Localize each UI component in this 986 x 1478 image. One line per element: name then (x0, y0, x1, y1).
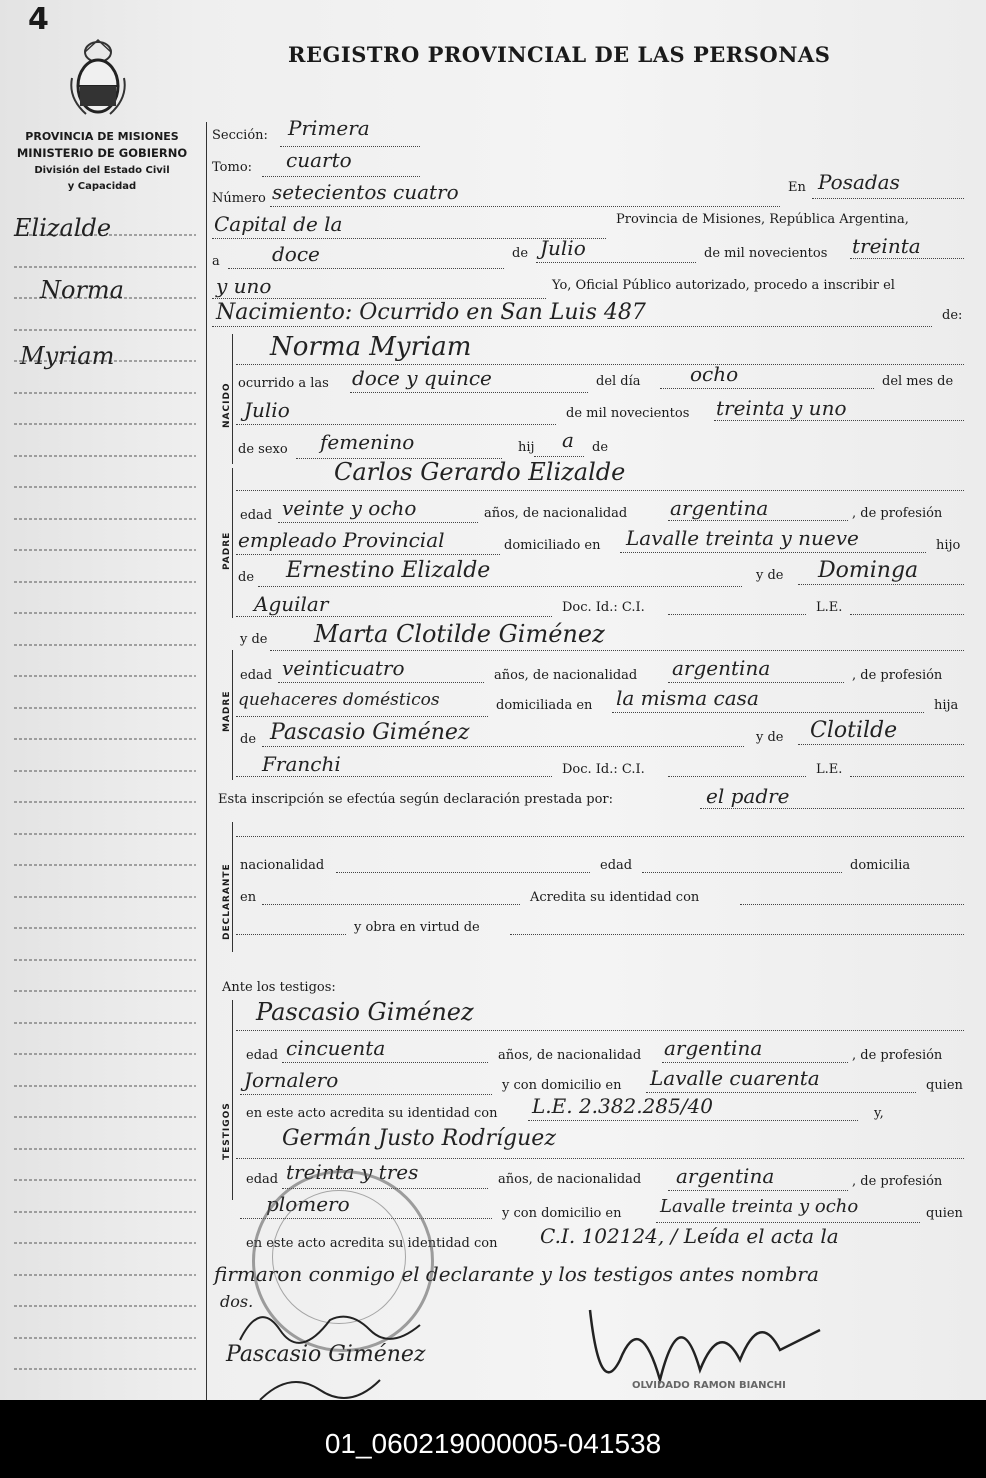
ante-testigos-label: Ante los testigos: (222, 980, 336, 995)
padre-y-de-label: y de (756, 568, 784, 583)
madre-le-label: L.E. (816, 762, 843, 777)
del-mes-label: del mes de (882, 374, 954, 389)
madre-y-de-label-2: y de (756, 730, 784, 745)
footer-id: 01_060219000005-041538 (324, 1428, 662, 1459)
anio-registro-2: y uno (216, 274, 272, 298)
de-label-nacido: de (592, 440, 609, 455)
numero-value: setecientos cuatro (272, 180, 459, 204)
mil-novecientos-label: de mil novecientos (704, 246, 828, 261)
del-dia-label: del día (596, 374, 641, 389)
t2-anios-label: años, de nacionalidad (498, 1172, 642, 1187)
t2-domicilio-label: y con domicilio en (502, 1206, 622, 1221)
t1-domicilio: Lavalle cuarenta (650, 1066, 820, 1090)
t1-edad-label: edad (246, 1048, 279, 1063)
t1-doc: L.E. 2.382.285/40 (532, 1094, 713, 1118)
nacido-label: NACIDO (222, 382, 232, 428)
acto-value: Nacimiento: Ocurrido en San Luis 487 (216, 300, 646, 325)
sexo-label: de sexo (238, 442, 288, 457)
t2-profesion: plomero (266, 1192, 350, 1216)
header-capacity: y Capacidad (67, 181, 137, 192)
madre-domicilio-label: domiciliada en (496, 698, 593, 713)
page-number: 4 (28, 2, 49, 37)
closing-text-2: dos. (220, 1292, 254, 1311)
dia-registro: doce (272, 242, 320, 266)
t2-doc: C.I. 102124, / Leída el acta la (540, 1224, 839, 1248)
padre-padre-de: Ernestino Elizalde (286, 558, 491, 583)
nacido-dia: ocho (690, 362, 739, 386)
nacido-hora: doce y quince (352, 366, 492, 390)
madre-madre-de-2: Franchi (262, 752, 341, 776)
padre-anios-label: años, de nacionalidad (484, 506, 628, 521)
madre-anios-label: años, de nacionalidad (494, 668, 638, 683)
t1-y-label: y, (874, 1106, 884, 1121)
sidebar-middle-name: Myriam (20, 342, 115, 370)
mes-registro: Julio (540, 236, 586, 260)
madre-domicilio: la misma casa (616, 686, 759, 710)
provincia-text: Provincia de Misiones, República Argentina, (616, 212, 909, 227)
hij-value: a (562, 428, 574, 452)
declaracion-label: Esta inscripción se efectúa según declaración prestada por: (218, 792, 613, 807)
official-stamp-text: OLVIDADO RAMON BIANCHI (632, 1380, 786, 1391)
t1-edad: cincuenta (286, 1036, 386, 1060)
declarante-en-label: en (240, 890, 257, 905)
padre-label: PADRE (222, 531, 232, 570)
padre-de-label: de (238, 570, 255, 585)
declaracion-value: el padre (706, 784, 790, 808)
madre-edad: veinticuatro (282, 656, 405, 680)
signature-witness-1: Pascasio Giménez (226, 1342, 426, 1367)
t2-edad-label: edad (246, 1172, 279, 1187)
capital-value: Capital de la (214, 212, 343, 236)
t1-domicilio-label: y con domicilio en (502, 1078, 622, 1093)
t2-nacionalidad: argentina (676, 1164, 775, 1188)
t2-acredita-label: en este acto acredita su identidad con (246, 1236, 498, 1251)
padre-nombre: Carlos Gerardo Elizalde (334, 458, 626, 486)
t1-nombre: Pascasio Giménez (256, 998, 474, 1026)
obra-label: y obra en virtud de (354, 920, 480, 935)
t2-edad: treinta y tres (286, 1160, 419, 1184)
padre-profesion-label: , de profesión (852, 506, 943, 521)
nacido-anio: treinta y uno (716, 396, 847, 420)
padre-madre-de: Dominga (818, 558, 919, 583)
padre-edad-label: edad (240, 508, 273, 523)
madre-profesion: quehaceres domésticos (238, 690, 440, 710)
madre-profesion-label: , de profesión (852, 668, 943, 683)
madre-label: MADRE (222, 690, 232, 732)
madre-madre-de: Clotilde (810, 718, 898, 743)
t1-acredita-label: en este acto acredita su identidad con (246, 1106, 498, 1121)
tomo-label: Tomo: (212, 160, 253, 175)
nacido-nombre: Norma Myriam (270, 332, 472, 362)
t2-domicilio: Lavalle treinta y ocho (660, 1196, 859, 1217)
de-label: de (512, 246, 529, 261)
hija-label: hija (934, 698, 959, 713)
seccion-label: Sección: (212, 128, 268, 143)
coat-of-arms-icon (68, 38, 128, 122)
sidebar-surname: Elizalde (14, 214, 112, 242)
padre-domicilio-label: domiciliado en (504, 538, 601, 553)
ocurrido-label: ocurrido a las (238, 376, 329, 391)
header-province: PROVINCIA DE MISIONES (25, 130, 179, 143)
t1-anios-label: años, de nacionalidad (498, 1048, 642, 1063)
en-value: Posadas (818, 170, 900, 194)
madre-y-de-label: y de (240, 632, 268, 647)
madre-padre-de: Pascasio Giménez (270, 720, 470, 745)
t1-quien-label: quien (926, 1078, 963, 1093)
header-ministry: MINISTERIO DE GOBIERNO (16, 146, 188, 160)
padre-nacionalidad: argentina (670, 496, 769, 520)
sidebar-first-name: Norma (40, 276, 124, 304)
t1-nacionalidad: argentina (664, 1036, 763, 1060)
oficial-text: Yo, Oficial Público autorizado, procedo a inscribir el (552, 278, 895, 293)
acredita-label: Acredita su identidad con (530, 890, 700, 905)
main-vertical-rule (206, 122, 207, 1400)
numero-label: Número (212, 191, 266, 206)
anio-registro-1: treinta (852, 234, 921, 258)
madre-nacionalidad: argentina (672, 656, 771, 680)
en-label: En (788, 180, 806, 195)
padre-le-label: L.E. (816, 600, 843, 615)
nacionalidad-label: nacionalidad (240, 858, 325, 873)
tomo-value: cuarto (286, 148, 352, 172)
madre-de-label: de (240, 732, 257, 747)
declarante-label: DECLARANTE (222, 863, 232, 940)
padre-edad: veinte y ocho (282, 496, 417, 520)
t1-profesion-label: , de profesión (852, 1048, 943, 1063)
declarante-edad-label: edad (600, 858, 633, 873)
t2-profesion-label: , de profesión (852, 1174, 943, 1189)
madre-nombre: Marta Clotilde Giménez (314, 620, 605, 648)
closing-text: firmaron conmigo el declarante y los testigos antes nombra (214, 1262, 819, 1286)
testigos-label: TESTIGOS (222, 1102, 232, 1160)
t2-nombre: Germán Justo Rodríguez (282, 1126, 556, 1151)
t1-profesion: Jornalero (244, 1068, 339, 1092)
padre-doc-label: Doc. Id.: C.I. (562, 600, 645, 615)
madre-doc-label: Doc. Id.: C.I. (562, 762, 645, 777)
nacido-mes: Julio (244, 398, 290, 422)
domicilia-label: domicilia (850, 858, 911, 873)
nacido-mil-label: de mil novecientos (566, 406, 690, 421)
hijo-label: hijo (936, 538, 961, 553)
hij-label: hij (518, 440, 535, 455)
a-label: a (212, 254, 220, 269)
de-colon-label: de: (942, 308, 963, 323)
padre-domicilio: Lavalle treinta y nueve (626, 526, 859, 550)
madre-edad-label: edad (240, 668, 273, 683)
margin-ruled-lines (10, 205, 200, 1395)
sexo-value: femenino (320, 430, 415, 454)
padre-profesion: empleado Provincial (238, 528, 445, 552)
t2-quien-label: quien (926, 1206, 963, 1221)
padre-madre-de-2: Aguilar (254, 592, 329, 616)
seccion-value: Primera (288, 116, 370, 140)
document-title: REGISTRO PROVINCIAL DE LAS PERSONAS (288, 42, 831, 67)
header-division: División del Estado Civil (34, 165, 170, 176)
